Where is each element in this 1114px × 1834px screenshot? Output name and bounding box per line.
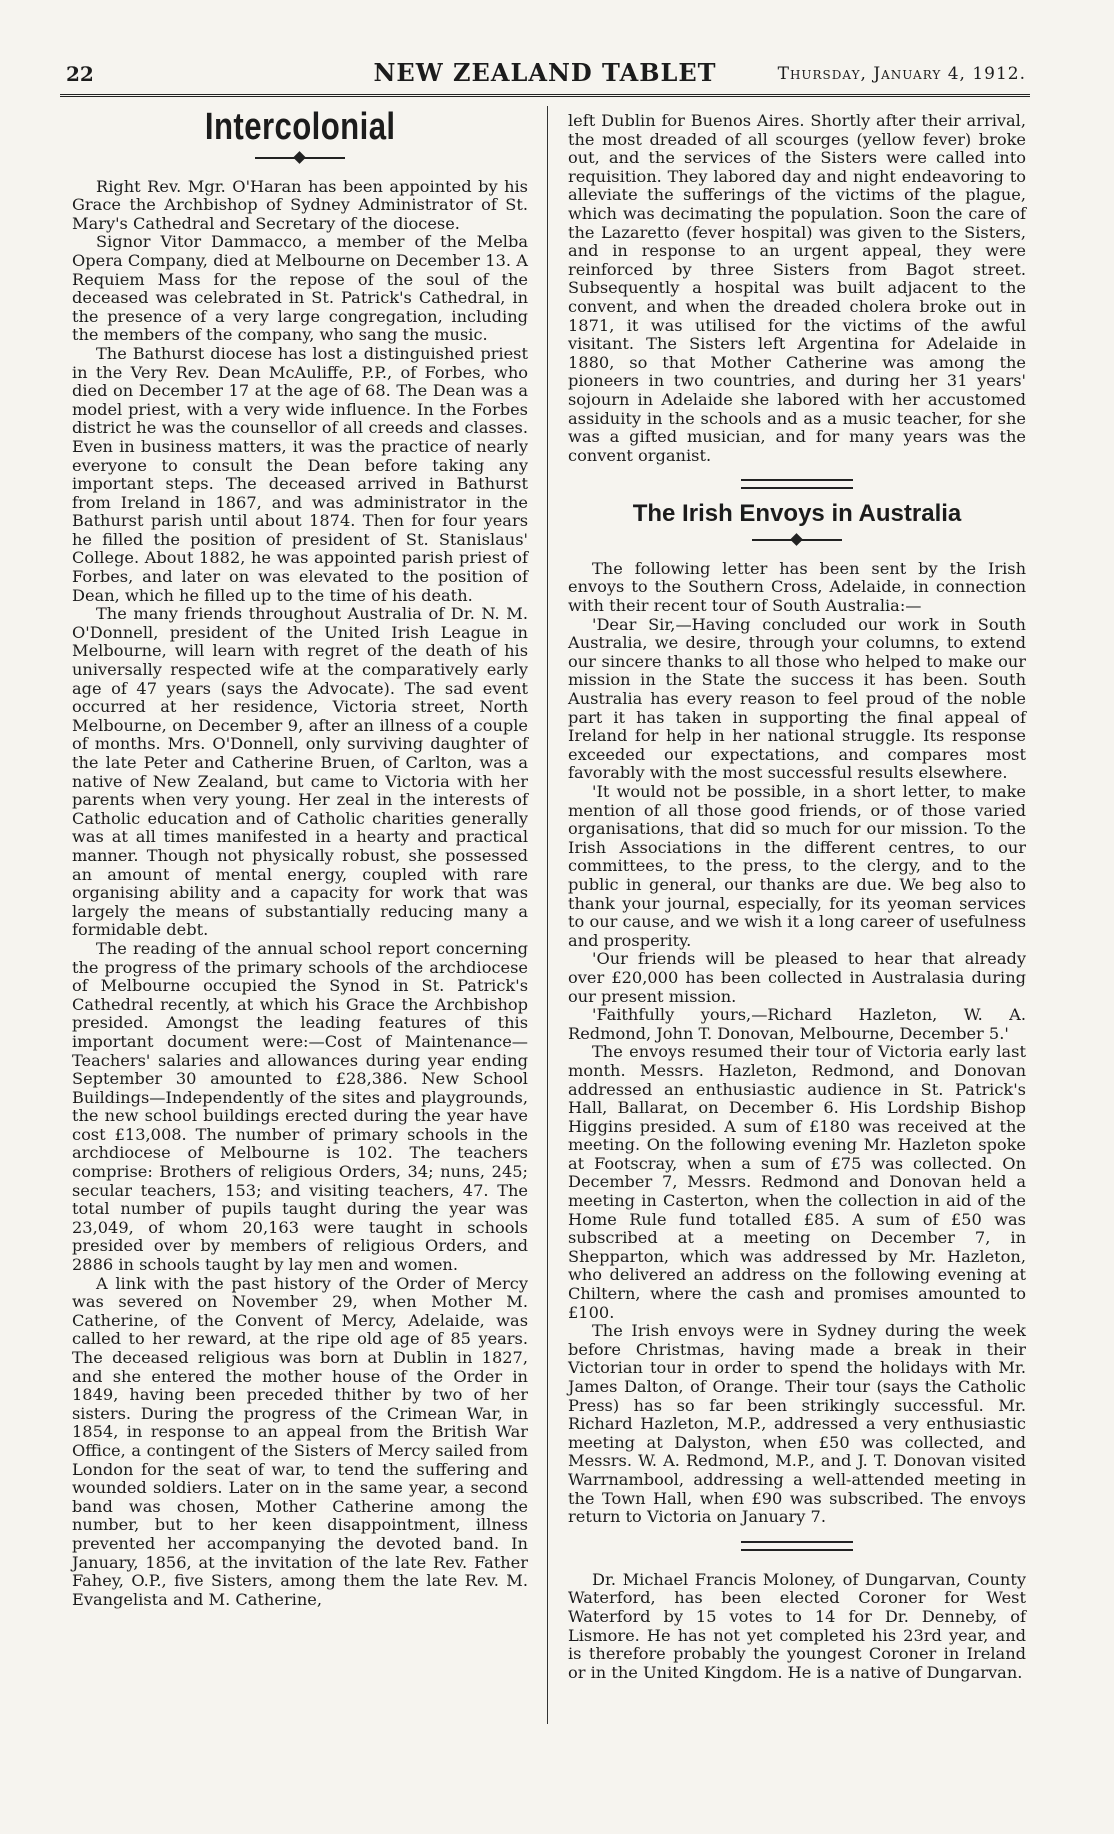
article-paragraph: The Bathurst diocese has lost a distinguished priest in the Very Rev. Dean McAuliffe, P.P., of Forbes, who died on December 17 at the age of 68. The Dean was a model priest, with a very wide influence. In the Forbes district he was the counsellor of all creeds and classes. Even in business matters, it was the practice of nearly everyone to consult the Dean before taking any important steps. The deceased arrived in Bathurst from Ireland in 1867, and was administrator in the Bathurst parish until about 1874. Then for four years he filled the position of president of St. Stanislaus' College. About 1882, he was appointed parish priest of Forbes, and later on was elevated to the position of Dean, which he filled up to the time of his death. [72, 343, 528, 605]
issue-date: Thursday, January 4, 1912. [777, 64, 1026, 84]
article-paragraph: The reading of the annual school report concerning the progress of the primary schools of the archdiocese of Melbourne occupied the Synod in St. Patrick's Cathedral recently, at which his Grace the Archbishop presided. Amongst the leading features of this important document were:—Cost of Maintenance—Teachers' salaries and allowances during year ending September 30 amounted to £28,386. New School Buildings—Independently of the sites and playgrounds, the new school buildings erected during the year have cost £13,008. The number of primary schools in the archdiocese of Melbourne is 102. The teachers comprise: Brothers of religious Orders, 34; nuns, 245; secular teachers, 153; and visiting teachers, 47. The total number of pupils taught during the year was 23,049, of whom 20,163 were taught in schools presided over by members of religious Orders, and 2886 in schools taught by lay men and women. [72, 938, 528, 1275]
section-rule [741, 1541, 853, 1551]
section-title-irish-envoys: The Irish Envoys in Australia [632, 500, 962, 528]
left-column [72, 106, 528, 1609]
article-paragraph: The many friends throughout Australia of Dr. N. M. O'Donnell, president of the United Irish League in Melbourne, will learn with regret of the death of his universally respected wife at the comparatively early age of 47 years (says the Advocate). The sad event occurred at her residence, Victoria street, North Melbourne, on December 9, after an illness of a couple of months. Mrs. O'Donnell, only surviving daughter of the late Peter and Catherine Bruen, of Carlton, was a native of New Zealand, but came to Victoria with her parents when very young. Her zeal in the interests of Catholic education and of Catholic charities generally was at all times manifested in a hearty and practical manner. Though not physically robust, she possessed an amount of mental energy, coupled with rare organising ability and a capacity for work that was largely the means of substantially reducing many a formidable debt. [72, 604, 528, 940]
article-paragraph: Right Rev. Mgr. O'Haran has been appointed by his Grace the Archbishop of Sydney Administrator of St. Mary's Cathedral and Secretary of the diocese. [72, 176, 528, 233]
section-rule [741, 479, 853, 489]
article-paragraph: Dr. Michael Francis Moloney, of Dungarvan, County Waterford, has been elected Coroner for West Waterford by 15 votes to 14 for Dr. Denneby, of Lismore. He has not yet completed his 23rd year, and is therefore probably the youngest Coroner in Ireland or in the United Kingdom. He is a native of Dungarvan. [568, 1569, 1026, 1682]
title-ornament [255, 152, 345, 164]
article-paragraph: 'Faithfully yours,—Richard Hazleton, W. A. Redmond, John T. Donovan, Melbourne, December 5.' [568, 1005, 1026, 1043]
continued-paragraph: left Dublin for Buenos Aires. Shortly after their arrival, the most dreaded of all scourges (yellow fever) broke out, and the services of the Sisters were called into requisition. They labored day and night endeavoring to alleviate the sufferings of the victims of the plague, which was decimating the population. Soon the care of the Lazaretto (fever hospital) was given to the Sisters, and in response to an urgent appeal, they were reinforced by three Sisters from Bagot street. Subsequently a hospital was built adjacent to the convent, and when the dreaded cholera broke out in 1871, it was utilised for the victims of the awful visitant. The Sisters left Argentina for Adelaide in 1880, so that Mother Catherine was among the pioneers in two countries, and during her 31 years' sojourn in Adelaide she labored with her accustomed assiduity in the schools and as a music teacher, for she was a gifted musician, and for many years was the convent organist. [568, 111, 1026, 465]
title-ornament [752, 534, 842, 546]
column-divider [547, 106, 548, 1724]
article-paragraph: The Irish envoys were in Sydney during the week before Christmas, having made a break in their Victorian tour in order to spend the holidays with Mr. James Dalton, of Orange. Their tour (says the Catholic Press) has so far been strikingly successful. Mr. Richard Hazleton, M.P., addressed a very enthusiastic meeting at Dalyston, when £50 was collected, and Messrs. W. A. Redmond, M.P., and J. T. Donovan visited Warrnambool, addressing a well-attended meeting in the Town Hall, when £90 was subscribed. The envoys return to Victoria on January 7. [568, 1321, 1026, 1527]
header-rule [60, 94, 1030, 97]
article-paragraph: A link with the past history of the Order of Mercy was severed on November 29, when Mother M. Catherine, of the Convent of Mercy, Adelaide, was called to her reward, at the ripe old age of 85 years. The deceased religious was born at Dublin in 1827, and she entered the mother house of the Order in 1849, having been preceded thither by two of her sisters. During the progress of the Crimean War, in 1854, in response to an appeal from the British War Office, a contingent of the Sisters of Mercy sailed from London for the seat of war, to tend the suffering and wounded soldiers. Later on in the same year, a second band was chosen, Mother Catherine among the number, but to her keen disappointment, illness prevented her accompanying the devoted band. In January, 1856, at the invitation of the late Rev. Father Fahey, O.P., five Sisters, among them the late Rev. M. Evangelista and M. Catherine, [72, 1273, 528, 1609]
article-paragraph: The envoys resumed their tour of Victoria early last month. Messrs. Hazleton, Redmond, and Donovan addressed an enthusiastic audience in St. Patrick's Hall, Ballarat, on December 6. His Lordship Bishop Higgins presided. A sum of £180 was received at the meeting. On the following evening Mr. Hazleton spoke at Footscray, when a sum of £75 was collected. On December 7, Messrs. Redmond and Donovan held a meeting in Casterton, when the collection in aid of the Home Rule fund totalled £85. A sum of £50 was subscribed at a meeting on December 7, in Shepparton, which was addressed by Mr. Hazleton, who delivered an address on the following evening at Chiltern, where the cash and promises amounted to £100. [568, 1042, 1026, 1322]
article-paragraph: Signor Vitor Dammacco, a member of the Melba Opera Company, died at Melbourne on December 13. A Requiem Mass for the repose of the soul of the deceased was celebrated in St. Patrick's Cathedral, in the presence of a very large congregation, including the members of the company, who sang the music. [72, 232, 528, 345]
page-header [60, 58, 1030, 90]
article-paragraph: 'Our friends will be pleased to hear that already over £20,000 has been collected in Australasia during our present mission. [568, 949, 1026, 1006]
article-paragraph: The following letter has been sent by the Irish envoys to the Southern Cross, Adelaide, in connection with their recent tour of South Australia:— [568, 558, 1026, 616]
masthead: NEW ZEALAND TABLET [373, 58, 717, 87]
section-title-intercolonial: Intercolonial [204, 106, 396, 148]
article-paragraph: 'Dear Sir,—Having concluded our work in South Australia, we desire, through your columns, to extend our sincere thanks to all those who helped to make our mission in the State the success it has been. South Australia has every reason to feel proud of the noble part it has taken in supporting the final appeal of Ireland for help in her national struggle. Its response exceeded our expectations, and compares most favorably with the most successful results elsewhere. [568, 614, 1026, 783]
page-number: 22 [66, 62, 94, 86]
article-paragraph: 'It would not be possible, in a short letter, to make mention of all those good friends, or of those varied organisations, that did so much for our mission. To the Irish Associations in the different centres, to our committees, to the press, to the clergy, and to the public in general, our thanks are due. We beg also to thank your journal, especially, for its yeoman services to our cause, and we wish it a long career of usefulness and prosperity. [568, 782, 1026, 950]
right-column [568, 112, 1026, 1682]
